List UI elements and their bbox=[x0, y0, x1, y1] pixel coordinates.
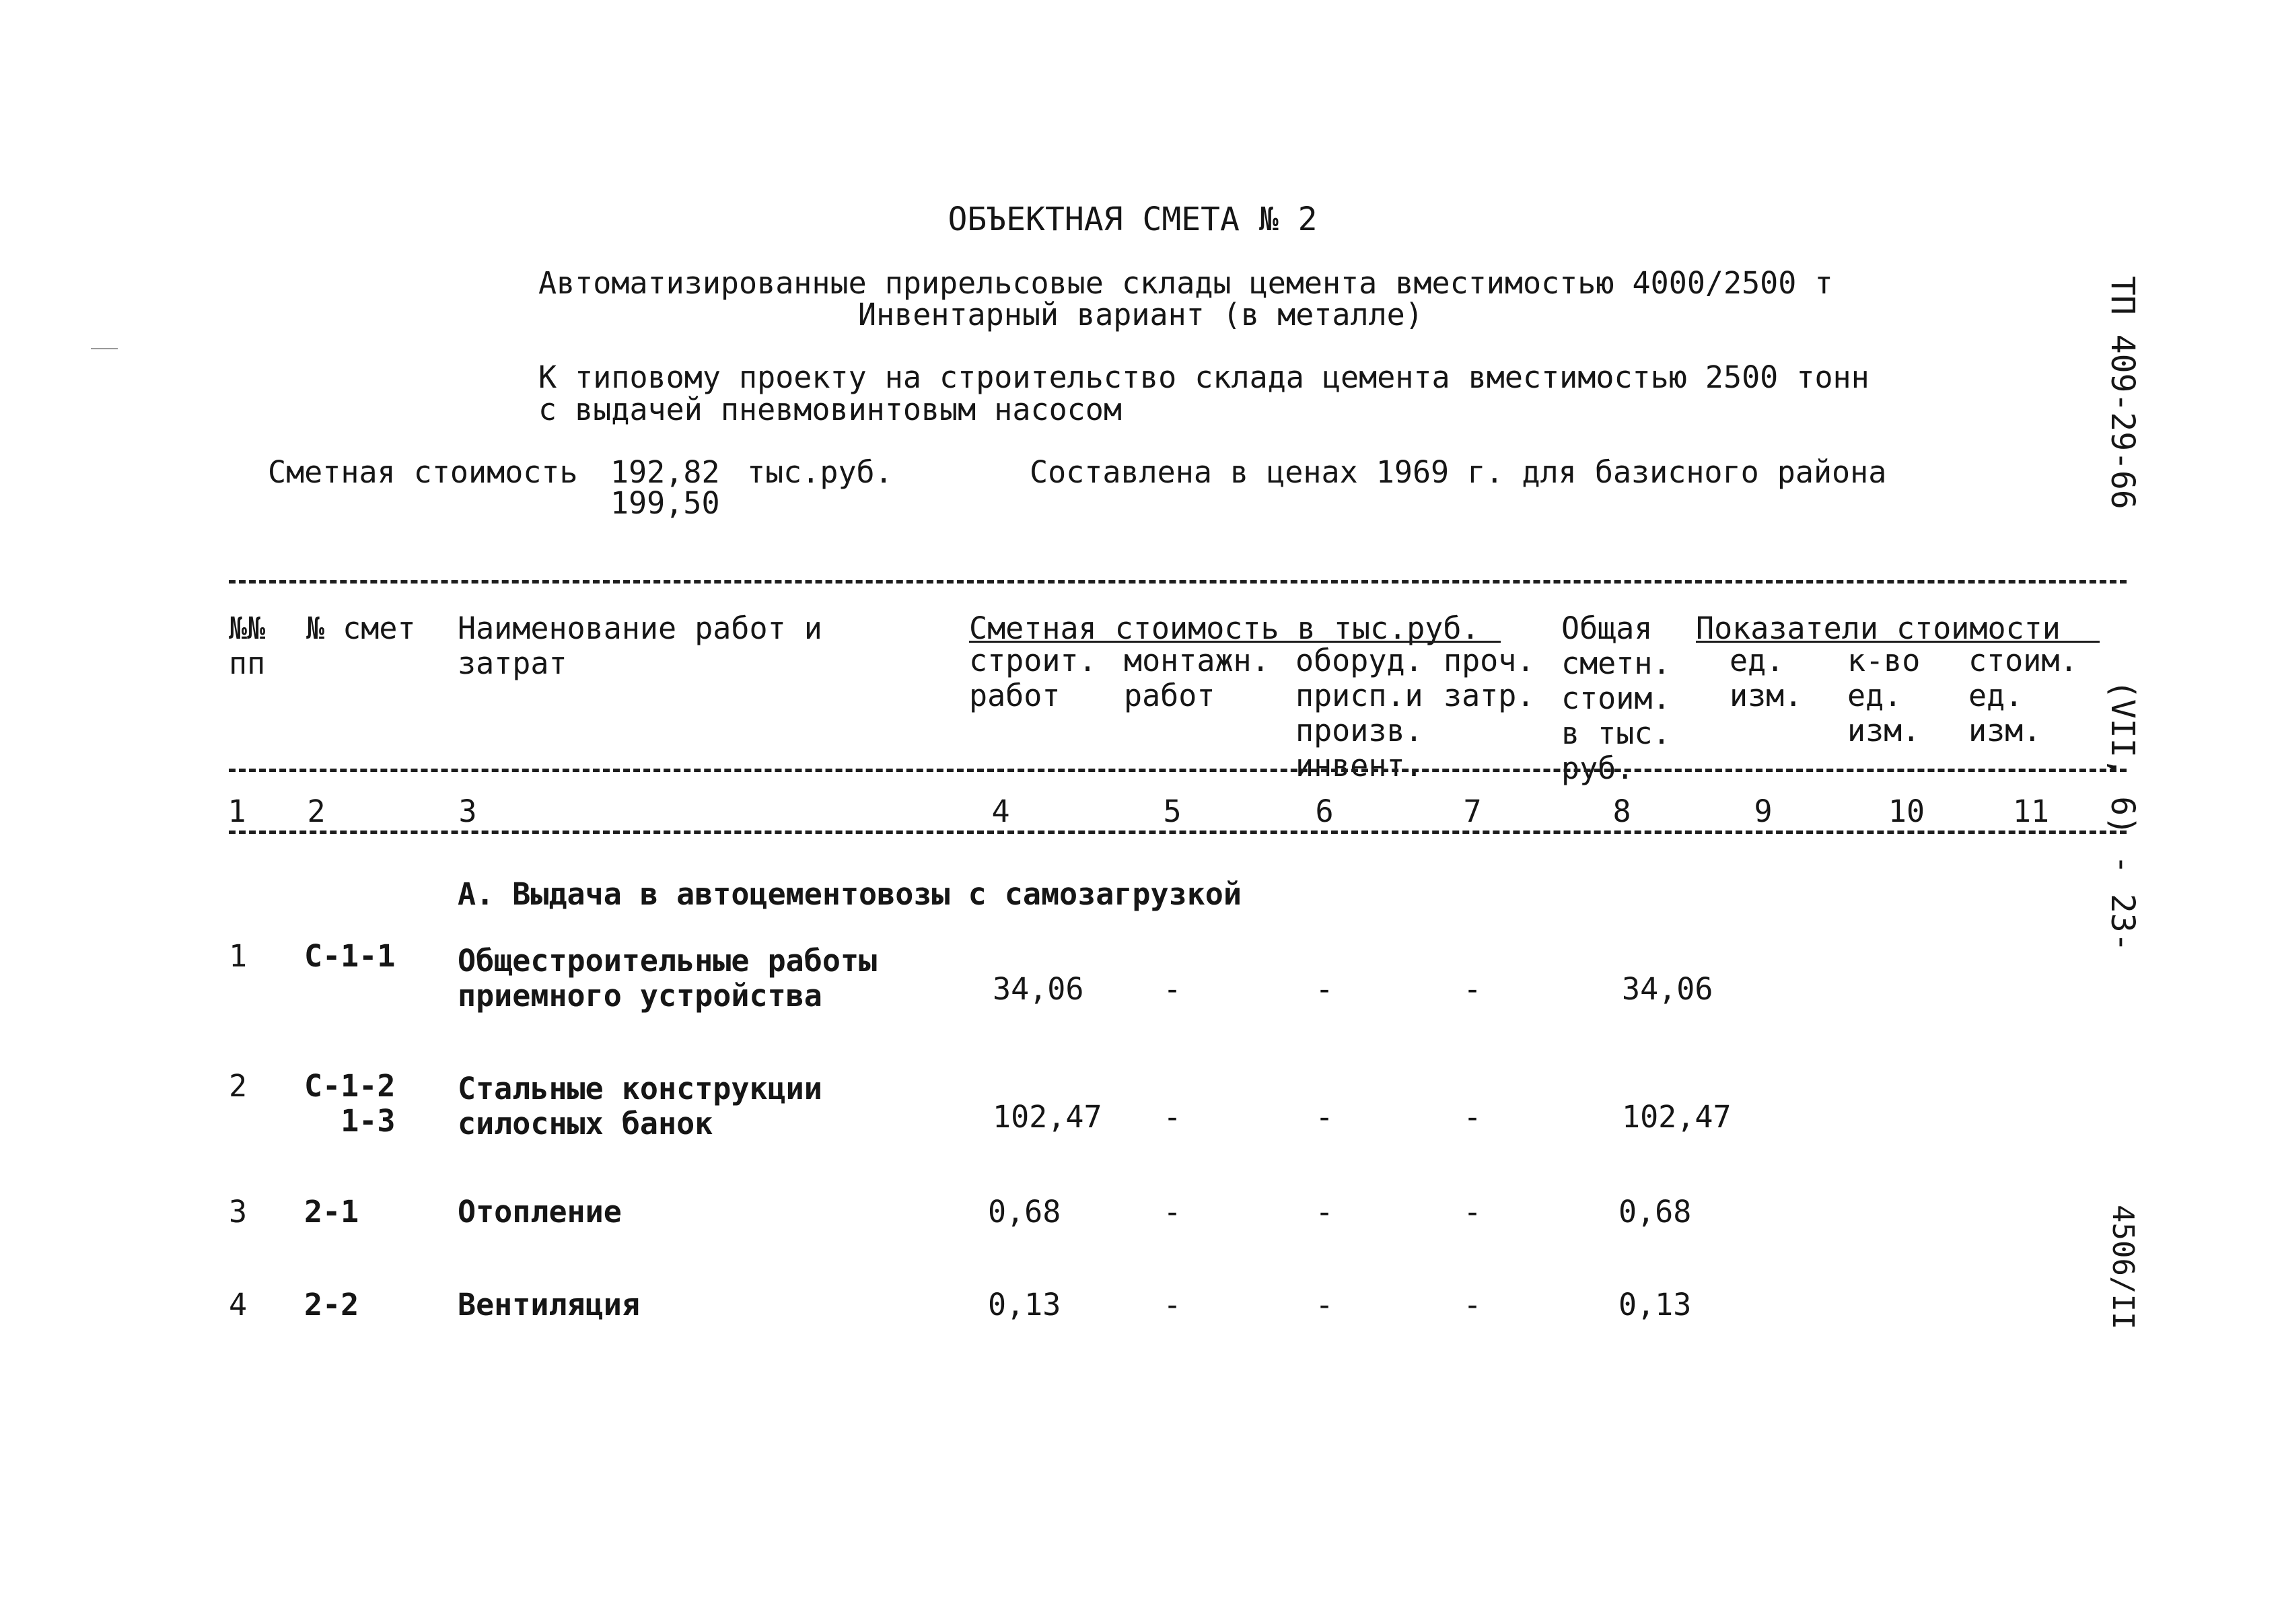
cell-build: 102,47 bbox=[993, 1099, 1102, 1135]
column-number-rule bbox=[229, 831, 2127, 834]
cell-name: Общестроительные работы приемного устройства bbox=[458, 943, 878, 1014]
cell-total: 0,68 bbox=[1618, 1194, 1692, 1230]
cell-equip: - bbox=[1315, 1099, 1334, 1135]
doc-project-line2: с выдачей пневмовинтовым насосом bbox=[538, 392, 1122, 427]
cell-mont: - bbox=[1163, 971, 1182, 1007]
margin-stamp-project-code: ТП 409-29-66 bbox=[2104, 276, 2141, 509]
col-number: 8 bbox=[1612, 793, 1631, 829]
cell-name: Вентиляция bbox=[458, 1287, 640, 1322]
col-number: 9 bbox=[1754, 793, 1773, 829]
cell-num: 3 bbox=[229, 1194, 248, 1230]
header-num: №№ пп bbox=[229, 610, 266, 681]
cell-build: 34,06 bbox=[993, 971, 1084, 1007]
col-number: 1 bbox=[227, 793, 246, 829]
cell-smeta: С-1-2 1-3 bbox=[304, 1068, 396, 1139]
cell-other: - bbox=[1463, 1099, 1482, 1135]
col-number: 6 bbox=[1315, 793, 1334, 829]
cell-other: - bbox=[1463, 971, 1482, 1007]
cell-name: Отопление bbox=[458, 1194, 622, 1230]
cell-num: 1 bbox=[229, 938, 248, 974]
header-cost-group: Сметная стоимость в тыс.руб. bbox=[969, 610, 1480, 646]
cost-unit: тыс.руб. bbox=[747, 454, 893, 490]
cell-mont: - bbox=[1163, 1287, 1182, 1322]
col-number: 11 bbox=[2012, 793, 2050, 829]
cell-equip: - bbox=[1315, 1194, 1334, 1230]
header-other: проч. затр. bbox=[1444, 643, 1535, 713]
col-number: 3 bbox=[458, 793, 477, 829]
table-top-rule bbox=[229, 580, 2127, 584]
cell-other: - bbox=[1463, 1287, 1482, 1322]
cell-total: 102,47 bbox=[1622, 1099, 1732, 1135]
cell-mont: - bbox=[1163, 1099, 1182, 1135]
header-qty: к-во ед. изм. bbox=[1847, 643, 1921, 748]
cell-build: 0,68 bbox=[988, 1194, 1061, 1230]
prices-note: Составлена в ценах 1969 г. для базисного района bbox=[1030, 454, 1887, 490]
col-number: 10 bbox=[1888, 793, 1925, 829]
left-margin-mark bbox=[91, 348, 118, 349]
cell-smeta: 2-2 bbox=[304, 1287, 359, 1322]
col-number: 2 bbox=[307, 793, 326, 829]
margin-stamp-inventory: 4506/II bbox=[2106, 1205, 2140, 1330]
doc-title: ОБЪЕКТНАЯ СМЕТА № 2 bbox=[948, 201, 1318, 238]
cell-equip: - bbox=[1315, 971, 1334, 1007]
doc-subtitle-line2: Инвентарный вариант (в металле) bbox=[858, 297, 1423, 332]
cell-name: Стальные конструкции силосных банок bbox=[458, 1071, 822, 1141]
header-unit-cost: стоим. ед. изм. bbox=[1968, 643, 2078, 748]
col-number: 5 bbox=[1163, 793, 1182, 829]
header-total: Общая сметн. стоим. в тыс. руб. bbox=[1561, 610, 1671, 786]
table-header-rule bbox=[229, 769, 2127, 772]
cost-value-corrected: 199,50 bbox=[610, 485, 720, 521]
col-number: 7 bbox=[1463, 793, 1482, 829]
header-name: Наименование работ и затрат bbox=[458, 610, 822, 681]
cost-value: 192,82 bbox=[610, 454, 720, 490]
doc-subtitle-line1: Автоматизированные прирельсовые склады цемента вместимостью 4000/2500 т bbox=[538, 265, 1833, 301]
cell-mont: - bbox=[1163, 1194, 1182, 1230]
header-indicators-group: Показатели стоимости bbox=[1696, 610, 2061, 646]
margin-stamp-reference: (VII, 6) - 23- bbox=[2104, 680, 2141, 952]
header-smeta: № смет bbox=[306, 610, 416, 646]
section-title: А. Выдача в автоцементовозы с самозагрузкой bbox=[458, 876, 1242, 912]
cell-smeta: С-1-1 bbox=[304, 938, 396, 974]
cost-label: Сметная стоимость bbox=[268, 454, 578, 490]
cell-build: 0,13 bbox=[988, 1287, 1061, 1322]
cell-other: - bbox=[1463, 1194, 1482, 1230]
cell-num: 2 bbox=[229, 1068, 248, 1104]
doc-project-line1: К типовому проекту на строительство склада цемента вместимостью 2500 тонн bbox=[538, 359, 1869, 395]
col-number: 4 bbox=[991, 793, 1010, 829]
cell-equip: - bbox=[1315, 1287, 1334, 1322]
header-build: строит. работ bbox=[969, 643, 1097, 713]
cell-total: 34,06 bbox=[1622, 971, 1713, 1007]
cell-total: 0,13 bbox=[1618, 1287, 1692, 1322]
header-equip: оборуд. присп.и произв. инвент. bbox=[1295, 643, 1423, 783]
header-unit: ед. изм. bbox=[1730, 643, 1803, 713]
header-mont: монтажн. работ bbox=[1124, 643, 1270, 713]
cell-smeta: 2-1 bbox=[304, 1194, 359, 1230]
cell-num: 4 bbox=[229, 1287, 248, 1322]
